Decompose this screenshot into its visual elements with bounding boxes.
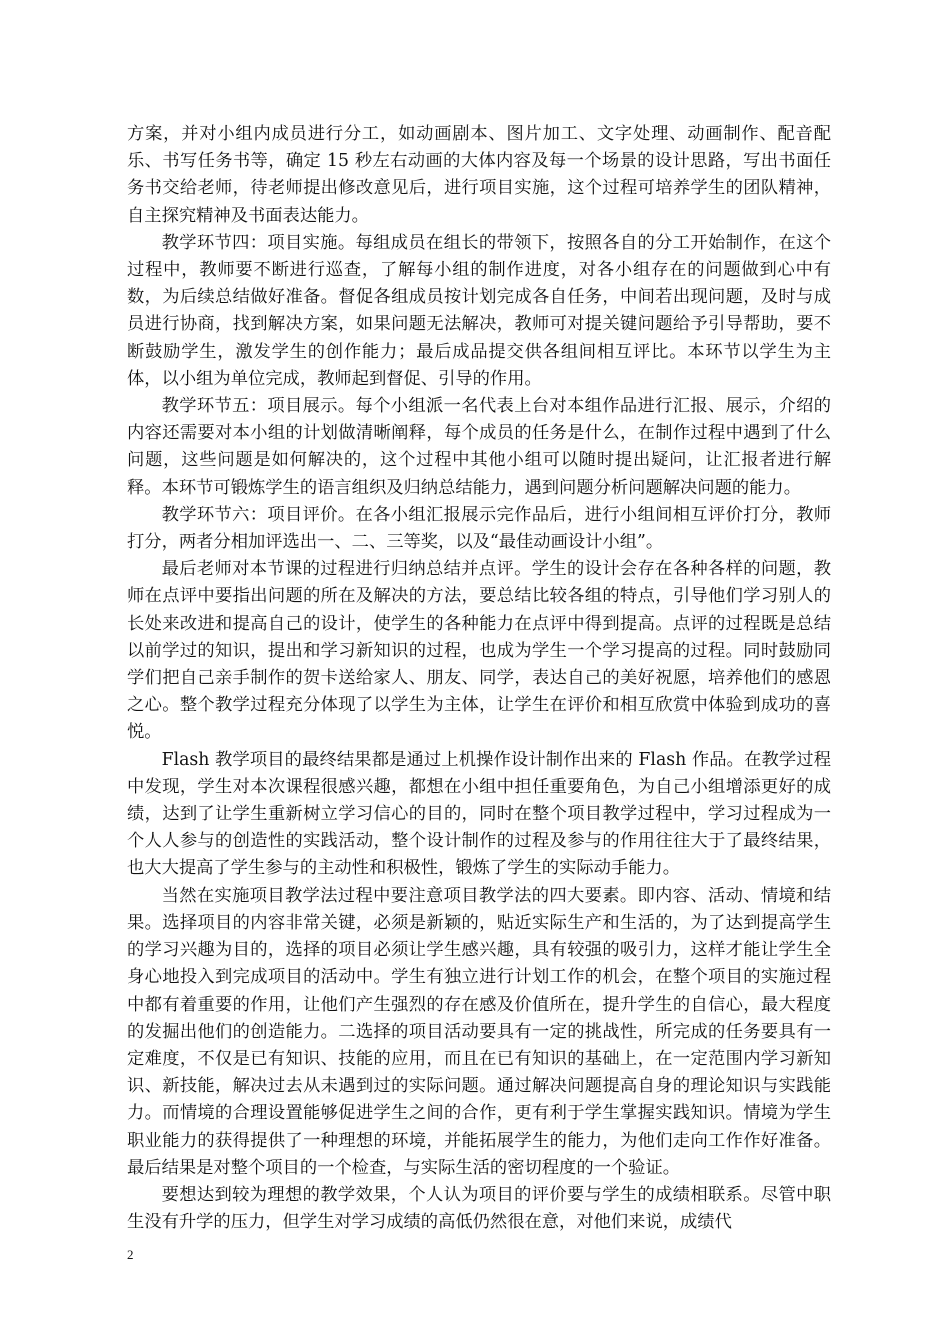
paragraph-step-four: 教学环节四：项目实施。每组成员在组长的带领下，按照各自的分工开始制作，在这个过程中，教师要不断进行巡查，了解每小组的制作进度，对各小组存在的问题做到心中有数，为后续总结做好准备。督促各组成员按计划完成各自任务，中间若出现问题，及时与成员进行协商，找到解决方案，如果问题无法解决，教师可对提关键问题给予引导帮助，要不断鼓励学生，激发学生的创作能力；最后成品提交供各组间相互评比。本环节以学生为主体，以小组为单位完成，教师起到督促、引导的作用。 [127,232,831,389]
paragraph-step-six: 教学环节六：项目评价。在各小组汇报展示完作品后，进行小组间相互评价打分，教师打分，两者分相加评选出一、二、三等奖，以及“最佳动画设计小组”。 [127,504,831,553]
paragraph-evaluation: 要想达到较为理想的教学效果，个人认为项目的评价要与学生的成绩相联系。尽管中职生没有升学的压力，但学生对学习成绩的高低仍然很在意，对他们来说，成绩代 [127,1184,831,1233]
paragraph-step-five: 教学环节五：项目展示。每个小组派一名代表上台对本组作品进行汇报、展示，介绍的内容还需要对本小组的计划做清晰阐释，每个成员的任务是什么，在制作过程中遇到了什么问题，这些问题是如何解决的，这个过程中其他小组可以随时提出疑问，让汇报者进行解释。本环节可锻炼学生的语言组织及归纳总结能力，遇到问题分析问题解决问题的能力。 [127,396,831,498]
paragraph-four-elements: 当然在实施项目教学法过程中要注意项目教学法的四大要素。即内容、活动、情境和结果。选择项目的内容非常关键，必须是新颖的，贴近实际生产和生活的，为了达到提高学生的学习兴趣为目的，选择的项目必须让学生感兴趣，具有较强的吸引力，这样才能让学生全身心地投入到完成项目的活动中。学生有独立进行计划工作的机会，在整个项目的实施过程中都有着重要的作用，让他们产生强烈的存在感及价值所在，提升学生的自信心，最大程度的发掘出他们的创造能力。二选择的项目活动要具有一定的挑战性，所完成的任务要具有一定难度，不仅是已有知识、技能的应用，而且在已有知识的基础上，在一定范围内学习新知识、新技能，解决过去从未遇到过的实际问题。通过解决问题提高自身的理论知识与实践能力。而情境的合理设置能够促进学生之间的合作，更有利于学生掌握实践知识。情境为学生职业能力的获得提供了一种理想的环境，并能拓展学生的能力，为他们走向工作作好准备。最后结果是对整个项目的一个检查，与实际生活的密切程度的一个验证。 [127,885,831,1178]
body-text [127,121,831,1236]
paragraph-flash-results: Flash 教学项目的最终结果都是通过上机操作设计制作出来的 Flash 作品。在教学过程中发现，学生对本次课程很感兴趣，都想在小组中担任重要角色，为自己小组增添更好的成绩，达到了让学生重新树立学习信心的目的，同时在整个项目教学过程中，学习过程成为一个人人参与的创造性的实践活动，整个设计制作的过程及参与的作用往往大于了最终结果，也大大提高了学生参与的主动性和积极性，锻炼了学生的实际动手能力。 [127,749,831,879]
paragraph-continued: 方案，并对小组内成员进行分工，如动画剧本、图片加工、文字处理、动画制作、配音配乐、书写任务书等，确定 15 秒左右动画的大体内容及每一个场景的设计思路，写出书面任务书交给老师，待老师提出修改意见后，进行项目实施，这个过程可培养学生的团队精神，自主探究精神及书面表达能力。 [127,124,831,226]
paragraph-summary: 最后老师对本节课的过程进行归纳总结并点评。学生的设计会存在各种各样的问题，教师在点评中要指出问题的所在及解决的方法，要总结比较各组的特点，引导他们学习别人的长处来改进和提高自己的设计，使学生的各种能力在点评中得到提高。点评的过程既是总结以前学过的知识，提出和学习新知识的过程，也成为学生一个学习提高的过程。同时鼓励同学们把自己亲手制作的贺卡送给家人、朋友、同学，表达自己的美好祝愿，培养他们的感恩之心。整个教学过程充分体现了以学生为主体，让学生在评价和相互欣赏中体验到成功的喜悦。 [127,559,831,743]
page-number: 2 [127,1247,134,1262]
